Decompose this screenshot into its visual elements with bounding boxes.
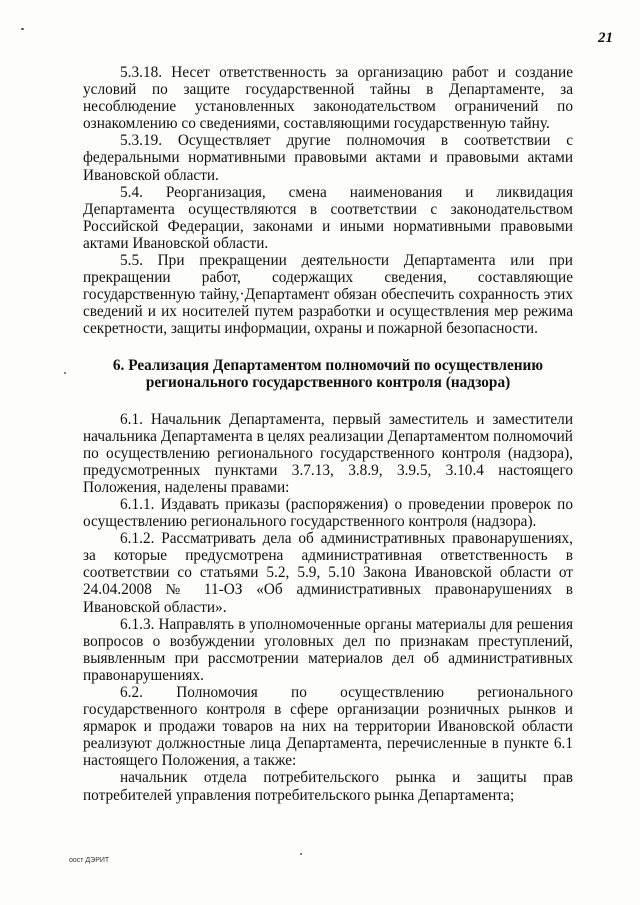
paragraph-6-1-2: 6.1.2. Рассматривать дела об административных правонарушениях, за которые предусмотрена административная ответственность в соответствии со статьями 5.2, 5.9, 5.10 Закона Ивановской области от 24.04.2008 № 11-ОЗ «Об административных правонарушениях в Ивановской области». (83, 530, 573, 616)
section-heading (83, 357, 573, 392)
paragraph-5-5: 5.5. При прекращении деятельности Департамента или при прекращении работ, содержащих сведения, составляющие государственную тайну,·Департамент обязан обеспечить сохранность этих сведений и их носителей путем разработки и осуществления мер режима секретности, защиты информации, охраны и пожарной безопасности. (83, 252, 573, 338)
paragraph-6-2: 6.2. Полномочия по осуществлению регионального государственного контроля в сфере организации розничных рынков и ярмарок и продажи товаров на них на территории Ивановской области реализуют должностные лица Департамента, перечисленные в пункте 6.1 настоящего Положения, а также: (83, 684, 573, 770)
scan-speck (300, 853, 302, 855)
document-body (83, 64, 573, 804)
scan-speck (21, 28, 24, 30)
paragraph-list-item: начальник отдела потребительского рынка и защиты прав потребителей управления потребительского рынка Департамента; (83, 769, 573, 804)
paragraph-6-1: 6.1. Начальник Департамента, первый заместитель и заместители начальника Департамента в целях реализации Департаментом полномочий по осуществлению регионального государственного контроля (надзора), предусмотренных пунктами 3.7.13, 3.8.9, 3.9.5, 3.10.4 настоящего Положения, наделены правами: (83, 410, 573, 496)
paragraph-5-4: 5.4. Реорганизация, смена наименования и ликвидация Департамента осуществляются в соответствии с законодательством Российской Федерации, законами и иными нормативными правовыми актами Ивановской области. (83, 183, 573, 252)
paragraph-5-3-19: 5.3.19. Осуществляет другие полномочия в соответствии с федеральными нормативными правовыми актами и правовыми актами Ивановской области. (83, 132, 573, 184)
paragraph-6-1-1: 6.1.1. Издавать приказы (распоряжения) о проведении проверок по осуществлению регионального государственного контроля (надзора). (83, 495, 573, 531)
spacer (83, 338, 573, 357)
section-heading-line-1: 6. Реализация Департаментом полномочий по осуществлению (112, 356, 544, 374)
section-heading-line-2: регионального государственного контроля (надзора) (145, 374, 511, 391)
footer-mark: оост ДЭРИТ (69, 857, 110, 864)
paragraph-5-3-18: 5.3.18. Несет ответственность за организацию работ и создание условий по защите государственной тайны в Департаменте, за несоблюдение установленных законодательством ограничений по ознакомлению со сведениями, составляющими государственную тайну. (83, 64, 573, 133)
page-number: 21 (598, 30, 613, 46)
scan-speck (64, 372, 66, 374)
paragraph-6-1-3: 6.1.3. Направлять в уполномоченные органы материалы для решения вопросов о возбуждении уголовных дел по признакам преступлений, выявленным при рассмотрении материалов дел об административных правонарушениях. (83, 615, 573, 684)
